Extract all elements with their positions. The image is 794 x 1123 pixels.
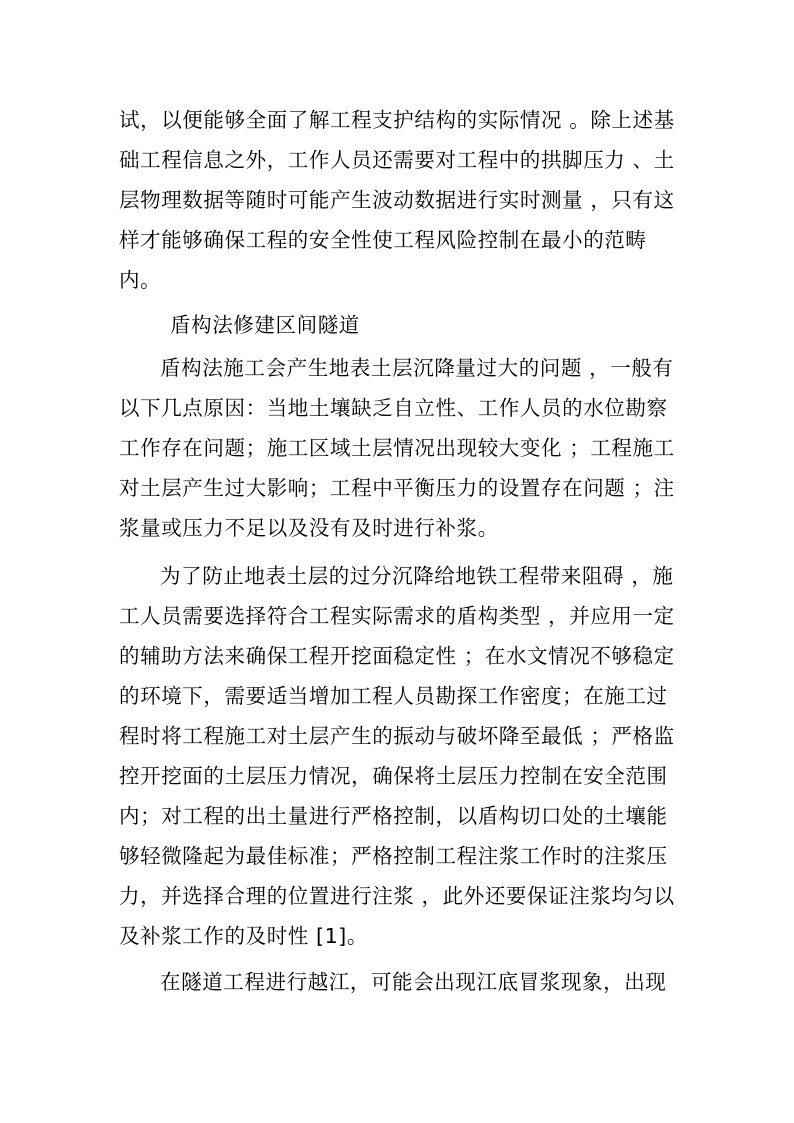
body-text-line: 内。 — [119, 268, 162, 292]
body-text-line: 对土层产生过大影响；工程中平衡压力的设置存在问题 ；注 — [119, 476, 675, 500]
section-heading: 盾构法修建区间隧道 — [170, 313, 360, 337]
body-text-line: 力，并选择合理的位置进行注浆 ，此外还要保证注浆均匀以 — [119, 884, 675, 908]
body-text-line: 工人员需要选择符合工程实际需求的盾构类型 ，并应用一定 — [119, 604, 675, 628]
body-text-line: 控开挖面的土层压力情况，确保将土层压力控制在安全范围 — [119, 764, 668, 788]
paragraph-first-line: 在隧道工程进行越江，可能会出现江底冒浆现象，出现 — [160, 970, 667, 994]
body-text-line: 及补浆工作的及时性 [1]。 — [119, 924, 368, 948]
paragraph-first-line: 盾构法施工会产生地表土层沉降量过大的问题 ，一般有 — [160, 356, 674, 380]
body-text-line: 的辅助方法来确保工程开挖面稳定性 ；在水文情况不够稳定 — [119, 644, 675, 668]
body-text-line: 试，以便能够全面了解工程支护结构的实际情况 。除上述基 — [119, 108, 675, 132]
body-text-line: 内；对工程的出土量进行严格控制，以盾构切口处的土壤能 — [119, 804, 668, 828]
body-text-line: 以下几点原因：当地土壤缺乏自立性、工作人员的水位勘察 — [119, 396, 668, 420]
body-text-line: 程时将工程施工对土层产生的振动与破坏降至最低 ；严格监 — [119, 724, 675, 748]
body-text-line: 工作存在问题；施工区域土层情况出现较大变化 ；工程施工 — [119, 436, 675, 460]
paragraph-first-line: 为了防止地表土层的过分沉降给地铁工程带来阻碍 ，施 — [160, 564, 674, 588]
body-text-line: 浆量或压力不足以及没有及时进行补浆。 — [119, 516, 499, 540]
body-text-line: 够轻微隆起为最佳标准；严格控制工程注浆工作时的注浆压 — [119, 844, 668, 868]
body-text-line: 础工程信息之外，工作人员还需要对工程中的拱脚压力 、土 — [119, 148, 675, 172]
body-text-line: 的环境下，需要适当增加工程人员勘探工作密度；在施工过 — [119, 684, 668, 708]
body-text-line: 样才能够确保工程的安全性使工程风险控制在最小的范畴 — [119, 228, 647, 252]
body-text-line: 层物理数据等随时可能产生波动数据进行实时测量 ，只有这 — [119, 188, 675, 212]
